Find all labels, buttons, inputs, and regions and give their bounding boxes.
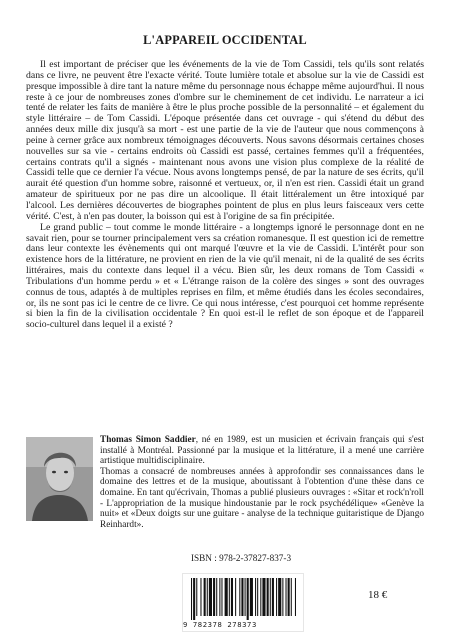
book-title: L'APPAREIL OCCIDENTAL (143, 33, 307, 47)
author-bio-first: , né en 1989, est un musicien et écrivain français qui s'est installé à Montréal. Passionné par la musique et la littérature, il a mené une carrière artistique multidisciplinaire. (100, 435, 424, 467)
blurb-paragraph-2: Le grand public – tout comme le monde littéraire - a longtemps ignoré le personnage dont en ne savait rien, pour se tourner principalement vers sa création romanesque. Il est question ici de remettre dans leur contexte les évènements qui ont marqué l'œuvre et la vie de Cassidi. L'intérêt pour son existence hors de la littérature, ne provient en rien de la vie qu'il menait, ni de la qualité de ses écrits littéraires, mais du contexte dans lequel il a vécu. Bien sûr, les deux romans de Tom Cassidi « Tribulations d'un homme perdu » et « L'étrange raison de la colère des singes » sont des ouvrages connus de tous, adaptés à de multiples reprises en film, et même étudiés dans les écoles secondaires, or, ils ne sont pas ici le centre de ce livre. Ce qui nous intéresse, c'est pourquoi cet homme représente si bien la fin de la civilisation occidentale ? En quoi est-il le reflet de son époque et de l'appareil socio-culturel dans lequel il a existé ? (26, 221, 424, 331)
barcode-icon (183, 574, 303, 620)
blurb-paragraph-1: Il est important de préciser que les événements de la vie de Tom Cassidi, tels qu'ils sont relatés dans ce livre, ne peuvent être l'exacte vérité. Toute lumière totale et absolue sur la vie de Cassidi est presque impossible à dire tant la nature même du personnage nous échappe même aujourd'hui. Il nous reste à ce jour de nombreuses zones d'ombre sur le cheminement de cet individu. Le narrateur a ici tenté de relater les faits de manière à être le plus proche possible de la personnalité – et également du style littéraire – de Tom Cassidi. L'époque présentée dans cet ouvrage - qui s'étend du début des années deux mille dix jusqu'à sa mort - est une partie de la vie de l'auteur que nous commençons à peine à cerner grâce aux nombreux témoignages découverts. Nous savons désormais certaines choses nouvelles sur sa vie - certains endroits où Cassidi est passé, certaines femmes qu'il a fréquentées, certains contrats qu'il a signés - maintenant nous avons une vision plus complexe de la réalité de Cassidi telle que ce dernier l'a vécue. Nous avons longtemps pensé, de par la nature de ses écrits, qu'il aurait été question d'un homme sobre, raisonné et vertueux, or, il n'en est rien. Cassidi était un grand amateur de spiritueux por ne pas dire un alcoolique. Il était littéralement un être intoxiqué par l'alcool. Les dernières découvertes de biographes pointent de plus en plus leurs faisceaux vers cette vérité. C'est, à n'en pas douter, la boisson qui est à l'origine de sa fin précipitée. (26, 59, 424, 222)
author-portrait-icon (26, 437, 93, 521)
barcode (182, 573, 304, 632)
author-bio-rest: Thomas a consacré de nombreuses années à approfondir ses connaissances dans le domaine des lettres et de la musique, aboutissant à l'obtention d'une thèse dans ce domaine. En tant qu'écrivain, Thomas a publié plusieurs ouvrages : «Sitar et rock'n'roll - L'appropriation de la musique hindoustanie par le rock psychédélique» «Genève la nuit» et «Deux doigts sur une guitare - analyse de la technique guitaristique de Django Reinhardt». (100, 466, 424, 530)
author-name: Thomas Simon Saddier (100, 435, 196, 445)
isbn: ISBN : 978-2-37827-837-3 (191, 553, 292, 563)
back-cover-blurb (26, 60, 424, 331)
author-section (26, 435, 424, 530)
barcode-digits: 9 782378 278373 (183, 620, 257, 629)
price: 18 € (368, 589, 388, 601)
author-photo (26, 437, 93, 521)
